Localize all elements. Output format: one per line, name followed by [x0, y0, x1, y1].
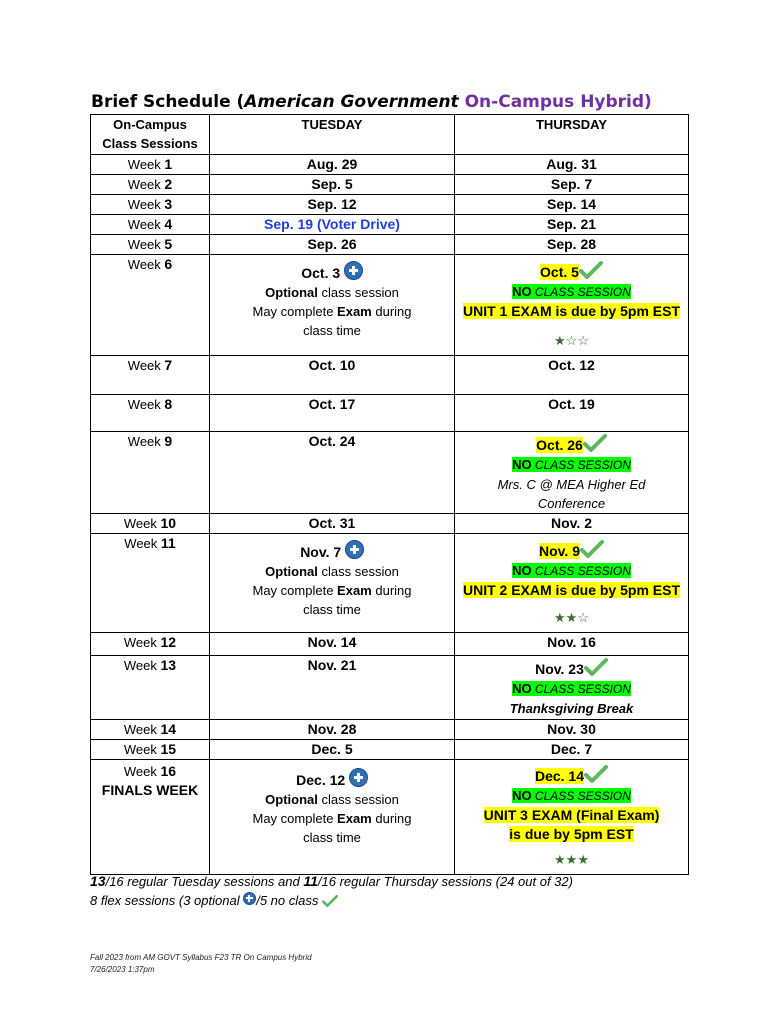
plus-circle-icon [344, 261, 363, 280]
check-icon [584, 658, 608, 676]
thursday-date: Dec. 14 [534, 768, 585, 784]
page-title: Brief Schedule (American Government On-Campus Hybrid) [91, 92, 652, 112]
table-row [91, 255, 689, 356]
thursday-no-class-cell [455, 534, 689, 633]
thursday-date: Sep. 14 [455, 195, 689, 215]
star-rating: ★☆☆ [554, 333, 589, 348]
table-row [91, 432, 689, 514]
tuesday-optional-cell: Nov. 7 Optional class session May complete Exam during class time [210, 534, 455, 633]
thursday-no-class-cell [455, 760, 689, 875]
thursday-date: Sep. 21 [455, 215, 689, 235]
thursday-date: Oct. 12 [455, 356, 689, 395]
table-row [91, 633, 689, 656]
thursday-date: Nov. 16 [455, 633, 689, 656]
week-label: Week 5 [91, 235, 210, 255]
thursday-date: Aug. 31 [455, 155, 689, 175]
thursday-date: Oct. 19 [455, 395, 689, 432]
week-label: Week 10 [91, 514, 210, 534]
table-row [91, 235, 689, 255]
exam-due-label: UNIT 2 EXAM is due by 5pm EST [462, 582, 681, 598]
no-class-label: NO CLASS SESSION [512, 284, 631, 299]
tuesday-date: Nov. 28 [210, 720, 455, 740]
header-thursday: THURSDAY [455, 115, 689, 155]
table-row [91, 175, 689, 195]
thursday-date: Sep. 7 [455, 175, 689, 195]
thursday-date: Nov. 9 [539, 543, 580, 559]
no-class-label: NO CLASS SESSION [512, 788, 631, 803]
header-class-sessions: On-Campus Class Sessions [91, 115, 210, 155]
no-class-label: NO CLASS SESSION [512, 457, 631, 472]
thanksgiving-note: Thanksgiving Break [509, 701, 634, 716]
thursday-date: Oct. 5 [540, 264, 579, 280]
finals-week-label: FINALS WEEK [101, 782, 199, 798]
thursday-date: Sep. 28 [455, 235, 689, 255]
week-label: Week 9 [91, 432, 210, 514]
week-label: Week 12 [91, 633, 210, 656]
tuesday-date: Nov. 21 [210, 656, 455, 720]
document-timestamp: 7/26/2023 1:37pm [90, 965, 155, 974]
document-source: Fall 2023 from AM GOVT Syllabus F23 TR On Campus Hybrid [90, 953, 312, 962]
tuesday-date: Sep. 5 [210, 175, 455, 195]
tuesday-date: Sep. 26 [210, 235, 455, 255]
plus-circle-icon [349, 768, 368, 787]
thursday-date: Nov. 2 [455, 514, 689, 534]
table-row [91, 195, 689, 215]
week-label: Week 2 [91, 175, 210, 195]
tuesday-date: Dec. 12 [296, 772, 346, 788]
tuesday-date: Oct. 24 [210, 432, 455, 514]
mea-note: Mrs. C @ MEA Higher Ed Conference [497, 477, 646, 511]
table-row [91, 720, 689, 740]
week-label: Week 6 [91, 255, 210, 356]
exam-due-label: UNIT 1 EXAM is due by 5pm EST [462, 303, 681, 319]
thursday-date: Dec. 7 [455, 740, 689, 760]
tuesday-date: Oct. 17 [210, 395, 455, 432]
tuesday-date: Sep. 12 [210, 195, 455, 215]
tuesday-date: Oct. 31 [210, 514, 455, 534]
table-row [91, 514, 689, 534]
header-row [91, 115, 689, 155]
table-row [91, 155, 689, 175]
thursday-no-class-cell [455, 432, 689, 514]
week-label: Week 3 [91, 195, 210, 215]
plus-circle-icon [345, 540, 364, 559]
table-row [91, 740, 689, 760]
schedule-table [90, 114, 689, 875]
exam-due-label: UNIT 3 EXAM (Final Exam) [483, 807, 660, 823]
tuesday-date: Dec. 5 [210, 740, 455, 760]
tuesday-optional-cell: Oct. 3 Optional class session May complete Exam during class time [210, 255, 455, 356]
thursday-date: Nov. 30 [455, 720, 689, 740]
check-icon [579, 261, 603, 279]
tuesday-date: Oct. 3 [301, 265, 341, 281]
thursday-date: Oct. 26 [536, 437, 583, 453]
plus-circle-icon [243, 892, 256, 905]
check-icon [322, 895, 338, 907]
summary-line: 13/16 regular Tuesday sessions and 11/16 regular Thursday sessions (24 out of 32) [90, 873, 573, 889]
star-rating: ★★☆ [554, 610, 589, 625]
thursday-no-class-cell [455, 255, 689, 356]
week-label: Week 7 [91, 356, 210, 395]
tuesday-optional-cell: Dec. 12 Optional class session May complete Exam during class time [210, 760, 455, 875]
week-label: Week 1 [91, 155, 210, 175]
no-class-label: NO CLASS SESSION [512, 681, 631, 696]
tuesday-date: Oct. 10 [210, 356, 455, 395]
tuesday-date-voter-drive: Sep. 19 (Voter Drive) [210, 215, 455, 235]
table-row [91, 215, 689, 235]
check-icon [583, 434, 607, 452]
exam-due-label-2: is due by 5pm EST [509, 826, 634, 842]
no-class-label: NO CLASS SESSION [512, 563, 631, 578]
week-label: Week 15 [91, 740, 210, 760]
thursday-date: Nov. 23 [535, 661, 584, 677]
table-row [91, 656, 689, 720]
flex-sessions-line: 8 flex sessions (3 optional /5 no class [90, 892, 338, 908]
table-row [91, 534, 689, 633]
week-label: Week 4 [91, 215, 210, 235]
week-label: Week 16 FINALS WEEK [91, 760, 210, 875]
tuesday-date: Aug. 29 [210, 155, 455, 175]
star-rating: ★★★ [554, 852, 589, 867]
table-row [91, 395, 689, 432]
table-row [91, 356, 689, 395]
header-tuesday: TUESDAY [210, 115, 455, 155]
week-label: Week 8 [91, 395, 210, 432]
week-label: Week 11 [91, 534, 210, 633]
check-icon [580, 540, 604, 558]
tuesday-date: Nov. 14 [210, 633, 455, 656]
week-label: Week 14 [91, 720, 210, 740]
week-label: Week 13 [91, 656, 210, 720]
thursday-no-class-cell [455, 656, 689, 720]
tuesday-date: Nov. 7 [300, 544, 342, 560]
table-row [91, 760, 689, 875]
check-icon [584, 765, 608, 783]
